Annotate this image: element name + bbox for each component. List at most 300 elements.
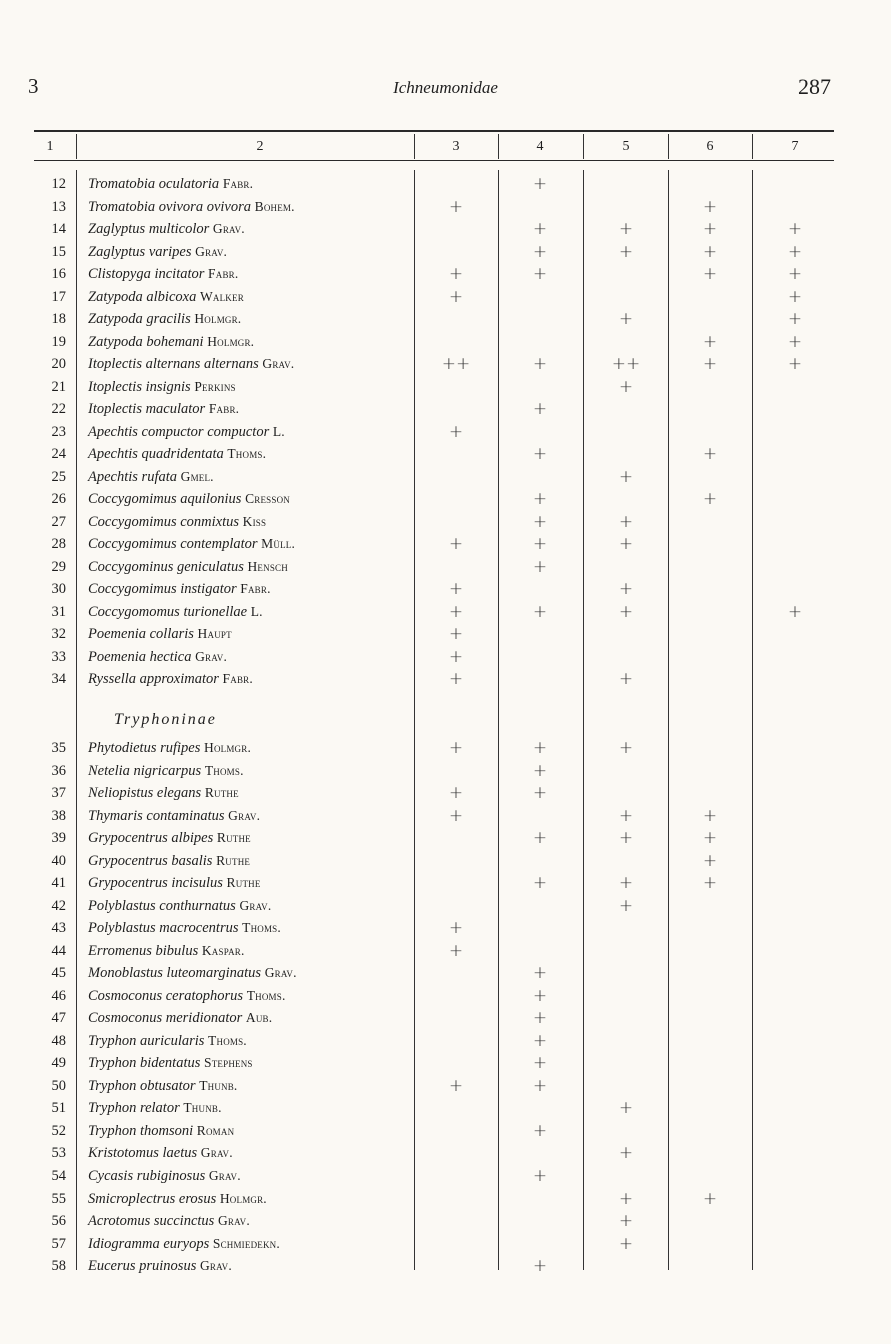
row-number: 34 xyxy=(51,671,66,688)
species-binomial: Ryssella approximator xyxy=(88,671,219,688)
species-name xyxy=(88,623,232,645)
species-name xyxy=(88,646,227,668)
species-author: L. xyxy=(272,423,285,439)
table-row xyxy=(0,1188,891,1210)
presence-mark: + xyxy=(618,376,634,397)
species-author: Grav. xyxy=(228,807,261,823)
presence-mark: + xyxy=(448,264,464,285)
species-binomial: Zaglyptus multicolor xyxy=(88,221,210,238)
presence-mark: + xyxy=(787,219,803,240)
species-name xyxy=(88,331,254,353)
table-row xyxy=(0,1142,891,1164)
presence-mark: + xyxy=(702,219,718,240)
presence-mark: + xyxy=(532,556,548,577)
species-author: Stephens xyxy=(204,1055,253,1071)
presence-mark: + xyxy=(702,196,718,217)
species-name xyxy=(88,218,245,240)
species-author: Fabr. xyxy=(208,401,240,417)
presence-mark: + xyxy=(532,783,548,804)
row-number: 19 xyxy=(51,333,66,350)
species-binomial: Tryphon relator xyxy=(88,1100,180,1117)
species-name xyxy=(88,668,253,690)
row-number: 36 xyxy=(51,762,66,779)
row-number: 24 xyxy=(51,446,66,463)
presence-mark: + xyxy=(702,489,718,510)
species-name xyxy=(88,850,250,872)
species-binomial: Tryphon thomsoni xyxy=(88,1122,194,1139)
column-header: 4 xyxy=(536,139,544,154)
species-name xyxy=(88,1188,267,1210)
species-name xyxy=(88,737,251,759)
species-author: Hensch xyxy=(247,558,288,574)
species-author: Schmiedekn. xyxy=(212,1235,280,1251)
presence-mark: + xyxy=(618,579,634,600)
species-author: Thoms. xyxy=(208,1032,247,1048)
row-number: 25 xyxy=(51,468,66,485)
table-row xyxy=(0,668,891,690)
table-row xyxy=(0,353,891,375)
presence-mark: ++ xyxy=(611,354,641,375)
species-author: Grav. xyxy=(208,1168,241,1183)
row-number: 15 xyxy=(51,243,66,260)
row-number: 53 xyxy=(51,1145,66,1162)
table-header-rule xyxy=(34,160,834,161)
presence-mark: + xyxy=(787,331,803,352)
species-author: Grav. xyxy=(217,1213,250,1229)
table-row xyxy=(0,1120,891,1142)
species-author: Thoms. xyxy=(227,446,267,462)
presence-mark: + xyxy=(787,264,803,285)
species-name xyxy=(88,1233,280,1255)
column-divider xyxy=(752,134,753,159)
species-name xyxy=(88,1120,234,1142)
row-number: 57 xyxy=(51,1235,66,1252)
presence-mark: + xyxy=(532,601,548,622)
presence-mark: + xyxy=(448,601,464,622)
presence-mark: + xyxy=(532,1008,548,1029)
species-name xyxy=(88,466,214,488)
presence-mark: + xyxy=(532,1120,548,1141)
table-row xyxy=(0,556,891,578)
species-binomial: Grypocentrus incisulus xyxy=(88,875,223,892)
presence-mark: + xyxy=(618,873,634,894)
presence-mark: + xyxy=(448,783,464,804)
presence-mark: + xyxy=(448,646,464,667)
species-name xyxy=(88,196,295,218)
species-author: Walker xyxy=(199,288,244,304)
table-row xyxy=(0,850,891,872)
presence-mark: + xyxy=(787,241,803,262)
presence-mark: + xyxy=(618,805,634,826)
row-number: 37 xyxy=(51,785,66,802)
presence-mark: + xyxy=(532,963,548,984)
species-author: Fabr. xyxy=(222,671,253,687)
species-name xyxy=(88,286,244,308)
species-author: Grav. xyxy=(200,1145,233,1161)
row-number: 14 xyxy=(51,221,66,238)
species-name xyxy=(88,1165,241,1187)
row-number: 32 xyxy=(51,626,66,643)
row-number: 28 xyxy=(51,536,66,553)
presence-mark: + xyxy=(618,738,634,759)
presence-mark: + xyxy=(618,1211,634,1232)
presence-mark: + xyxy=(787,286,803,307)
row-number: 48 xyxy=(51,1032,66,1049)
species-binomial: Zaglyptus varipes xyxy=(88,243,192,260)
row-number: 38 xyxy=(51,807,66,824)
species-binomial: Apechtis rufata xyxy=(88,468,178,485)
row-number: 51 xyxy=(51,1100,66,1117)
row-number: 45 xyxy=(51,965,66,982)
column-divider xyxy=(414,134,415,159)
species-name xyxy=(88,827,251,849)
presence-mark: + xyxy=(618,534,634,555)
presence-mark: + xyxy=(532,354,548,375)
column-header: 5 xyxy=(622,139,630,154)
presence-mark: + xyxy=(532,828,548,849)
presence-mark: + xyxy=(702,354,718,375)
presence-mark: + xyxy=(448,421,464,442)
species-binomial: Erromenus bibulus xyxy=(88,942,199,959)
row-number: 35 xyxy=(51,740,66,757)
presence-mark: + xyxy=(787,309,803,330)
species-binomial: Zatypoda bohemani xyxy=(88,333,204,350)
presence-mark: + xyxy=(702,264,718,285)
species-name xyxy=(88,1142,233,1164)
presence-mark: + xyxy=(618,1143,634,1164)
row-number: 12 xyxy=(51,176,66,192)
presence-mark: + xyxy=(532,873,548,894)
species-binomial: Phytodietus rufipes xyxy=(88,740,201,757)
column-header: 1 xyxy=(46,139,54,154)
presence-mark: + xyxy=(702,241,718,262)
table-row xyxy=(0,218,891,240)
species-author: Grav. xyxy=(239,897,272,913)
table-row xyxy=(0,985,891,1007)
species-author: Fabr. xyxy=(240,581,271,597)
presence-mark: + xyxy=(532,534,548,555)
presence-mark: + xyxy=(532,264,548,285)
species-name xyxy=(88,962,297,984)
species-binomial: Coccygomimus conmixtus xyxy=(88,513,240,530)
presence-mark: + xyxy=(702,331,718,352)
presence-mark: + xyxy=(618,241,634,262)
species-author: Ruthe xyxy=(204,785,239,801)
table-row xyxy=(0,1233,891,1255)
species-author: Grav. xyxy=(195,648,228,664)
table-row xyxy=(0,872,891,894)
presence-mark: + xyxy=(702,1188,718,1209)
table-row xyxy=(0,895,891,917)
species-author: Thoms. xyxy=(246,987,286,1003)
presence-mark: + xyxy=(532,1053,548,1074)
row-number: 30 xyxy=(51,581,66,598)
species-author: Fabr. xyxy=(222,176,254,191)
species-binomial: Grypocentrus albipes xyxy=(88,830,214,847)
species-author: L. xyxy=(250,603,263,619)
species-author: Aub. xyxy=(245,1010,273,1026)
table-row xyxy=(0,511,891,533)
species-binomial: Itoplectis maculator xyxy=(88,401,206,418)
species-binomial: Apechtis compuctor compuctor xyxy=(88,423,270,440)
species-author: Thoms. xyxy=(242,920,281,936)
species-name xyxy=(88,940,245,962)
column-header: 6 xyxy=(706,139,714,154)
row-number: 22 xyxy=(51,401,66,418)
species-binomial: Cosmoconus ceratophorus xyxy=(88,987,244,1004)
species-author: Haupt xyxy=(197,626,232,642)
species-name xyxy=(88,917,281,939)
row-number: 17 xyxy=(51,288,66,305)
table-row xyxy=(0,173,891,195)
species-author: Perkins xyxy=(194,378,236,394)
table-row xyxy=(0,827,891,849)
column-divider xyxy=(414,170,415,1270)
presence-mark: + xyxy=(618,466,634,487)
row-number: 54 xyxy=(51,1168,66,1184)
presence-mark: + xyxy=(702,805,718,826)
presence-mark: + xyxy=(618,1098,634,1119)
table-row xyxy=(0,443,891,465)
presence-mark: + xyxy=(532,511,548,532)
presence-mark: + xyxy=(532,219,548,240)
table-row xyxy=(0,1210,891,1232)
presence-mark: + xyxy=(618,219,634,240)
presence-mark: + xyxy=(448,579,464,600)
presence-mark: + xyxy=(448,918,464,939)
species-binomial: Eucerus pruinosus xyxy=(88,1258,197,1275)
species-author: Kaspar. xyxy=(201,942,245,958)
table-row xyxy=(0,196,891,218)
species-author: Holmgr. xyxy=(219,1190,267,1206)
table-row xyxy=(0,533,891,555)
row-number: 49 xyxy=(51,1055,66,1072)
species-name xyxy=(88,601,263,623)
row-number: 23 xyxy=(51,423,66,440)
row-number: 46 xyxy=(51,987,66,1004)
column-divider xyxy=(752,170,753,1270)
row-number: 55 xyxy=(51,1190,66,1207)
species-author: Holmgr. xyxy=(194,311,242,327)
row-number: 43 xyxy=(51,920,66,937)
species-binomial: Zatypoda gracilis xyxy=(88,311,191,328)
table-row xyxy=(0,646,891,668)
presence-mark: + xyxy=(532,241,548,262)
species-name xyxy=(88,308,241,330)
species-name xyxy=(88,488,290,510)
row-number: 50 xyxy=(51,1077,66,1094)
presence-mark: + xyxy=(532,738,548,759)
presence-mark: + xyxy=(787,354,803,375)
species-author: Grav. xyxy=(212,221,245,237)
species-binomial: Coccygomimus instigator xyxy=(88,581,237,598)
page-number: 287 xyxy=(798,74,831,99)
presence-mark: + xyxy=(702,873,718,894)
table-row xyxy=(0,578,891,600)
species-author: Grav. xyxy=(264,965,297,981)
species-name xyxy=(88,241,227,263)
column-divider xyxy=(668,134,669,159)
table-row xyxy=(0,308,891,330)
presence-mark: + xyxy=(618,669,634,690)
species-binomial: Clistopyga incitator xyxy=(88,266,205,283)
presence-mark: + xyxy=(448,624,464,645)
species-binomial: Kristotomus laetus xyxy=(88,1145,198,1162)
species-name xyxy=(88,556,288,578)
row-number: 26 xyxy=(51,491,66,508)
presence-mark: + xyxy=(702,850,718,871)
species-name xyxy=(88,421,285,443)
presence-mark: + xyxy=(618,511,634,532)
table-row xyxy=(0,286,891,308)
column-divider xyxy=(668,170,669,1270)
species-author: Thunb. xyxy=(199,1077,238,1093)
species-name xyxy=(88,443,266,465)
presence-mark: + xyxy=(532,1256,548,1277)
column-divider xyxy=(498,170,499,1270)
species-binomial: Acrotomus succinctus xyxy=(88,1213,215,1230)
species-name xyxy=(88,895,271,917)
presence-mark: + xyxy=(618,1188,634,1209)
table-row xyxy=(0,623,891,645)
row-number: 58 xyxy=(51,1258,66,1275)
table-row xyxy=(0,263,891,285)
species-binomial: Polyblastus conthurnatus xyxy=(88,897,236,914)
species-author: Ruthe xyxy=(216,830,251,846)
row-number: 47 xyxy=(51,1010,66,1027)
species-name xyxy=(88,1097,222,1119)
species-author: Müll. xyxy=(261,536,296,552)
species-name xyxy=(88,1210,250,1232)
species-binomial: Neliopistus elegans xyxy=(88,785,202,802)
table-row xyxy=(0,1007,891,1029)
column-divider xyxy=(583,134,584,159)
presence-mark: + xyxy=(448,940,464,961)
table-row xyxy=(0,331,891,353)
row-number: 29 xyxy=(51,558,66,575)
column-divider xyxy=(76,134,77,159)
species-binomial: Tryphon obtusator xyxy=(88,1077,196,1094)
row-number: 13 xyxy=(51,198,66,215)
presence-mark: + xyxy=(618,1233,634,1254)
species-binomial: Itoplectis insignis xyxy=(88,378,191,395)
column-divider xyxy=(583,170,584,1270)
row-number: 52 xyxy=(51,1122,66,1139)
species-author: Grav. xyxy=(195,243,228,259)
table-row xyxy=(0,940,891,962)
table-row xyxy=(0,421,891,443)
column-divider xyxy=(498,134,499,159)
table-row xyxy=(0,466,891,488)
column-header: 7 xyxy=(791,139,799,154)
table-row xyxy=(0,1097,891,1119)
row-number: 20 xyxy=(51,356,66,373)
presence-mark: + xyxy=(532,985,548,1006)
presence-mark: + xyxy=(532,1030,548,1051)
row-number: 33 xyxy=(51,648,66,665)
presence-mark: + xyxy=(532,760,548,781)
species-author: Cresson xyxy=(245,491,290,507)
presence-mark: + xyxy=(532,444,548,465)
species-name xyxy=(88,376,236,398)
species-name xyxy=(88,353,294,375)
column-header: 2 xyxy=(256,139,264,154)
species-binomial: Poemenia collaris xyxy=(88,626,194,643)
species-name xyxy=(88,398,239,420)
table-row xyxy=(0,1255,891,1277)
table-row xyxy=(0,488,891,510)
presence-mark: + xyxy=(618,601,634,622)
presence-mark: + xyxy=(618,895,634,916)
species-author: Thunb. xyxy=(183,1100,222,1116)
presence-mark: + xyxy=(618,309,634,330)
species-binomial: Tryphon auricularis xyxy=(88,1032,205,1049)
presence-mark: + xyxy=(702,444,718,465)
table-row xyxy=(0,805,891,827)
species-name xyxy=(88,760,244,782)
presence-mark: ++ xyxy=(441,354,471,375)
presence-mark: + xyxy=(532,174,548,194)
table-row xyxy=(0,601,891,623)
table-row xyxy=(0,1030,891,1052)
presence-mark: + xyxy=(448,196,464,217)
species-name xyxy=(88,872,261,894)
species-name xyxy=(88,578,271,600)
species-binomial: Polyblastus macrocentrus xyxy=(88,920,239,937)
running-title: Ichneumonidae xyxy=(393,78,498,97)
row-number: 56 xyxy=(51,1213,66,1230)
presence-mark: + xyxy=(448,669,464,690)
presence-mark: + xyxy=(448,738,464,759)
species-author: Fabr. xyxy=(208,266,239,282)
row-number: 18 xyxy=(51,311,66,328)
species-author: Grav. xyxy=(199,1258,232,1274)
species-binomial: Idiogramma euryops xyxy=(88,1235,210,1252)
species-name xyxy=(88,985,286,1007)
species-binomial: Smicroplectrus erosus xyxy=(88,1190,217,1207)
presence-mark: + xyxy=(702,828,718,849)
table-row xyxy=(0,1075,891,1097)
presence-mark: + xyxy=(448,1075,464,1096)
presence-mark: + xyxy=(532,399,548,420)
species-author: Gmel. xyxy=(180,468,214,484)
presence-mark: + xyxy=(532,1166,548,1186)
row-number: 42 xyxy=(51,897,66,914)
species-binomial: Cosmoconus meridionator xyxy=(88,1010,243,1027)
species-name xyxy=(88,1052,253,1074)
species-author: Roman xyxy=(196,1122,235,1138)
species-name xyxy=(88,511,266,533)
table-row xyxy=(0,760,891,782)
row-number: 16 xyxy=(51,266,66,283)
species-binomial: Zatypoda albicoxa xyxy=(88,288,197,305)
species-binomial: Coccygomomus turionellae xyxy=(88,603,248,620)
species-binomial: Itoplectis alternans alternans xyxy=(88,356,259,373)
species-binomial: Coccygomimus aquilonius xyxy=(88,491,242,508)
table-row xyxy=(0,962,891,984)
species-name xyxy=(88,1030,247,1052)
presence-mark: + xyxy=(448,805,464,826)
column-header: 3 xyxy=(452,139,460,154)
species-binomial: Apechtis quadridentata xyxy=(88,446,224,463)
species-author: Bohem. xyxy=(254,198,295,214)
presence-mark: + xyxy=(532,489,548,510)
species-binomial: Netelia nigricarpus xyxy=(88,762,202,779)
species-name xyxy=(88,533,295,555)
table-top-rule xyxy=(34,130,834,132)
row-number: 39 xyxy=(51,830,66,847)
row-number: 41 xyxy=(51,875,66,892)
